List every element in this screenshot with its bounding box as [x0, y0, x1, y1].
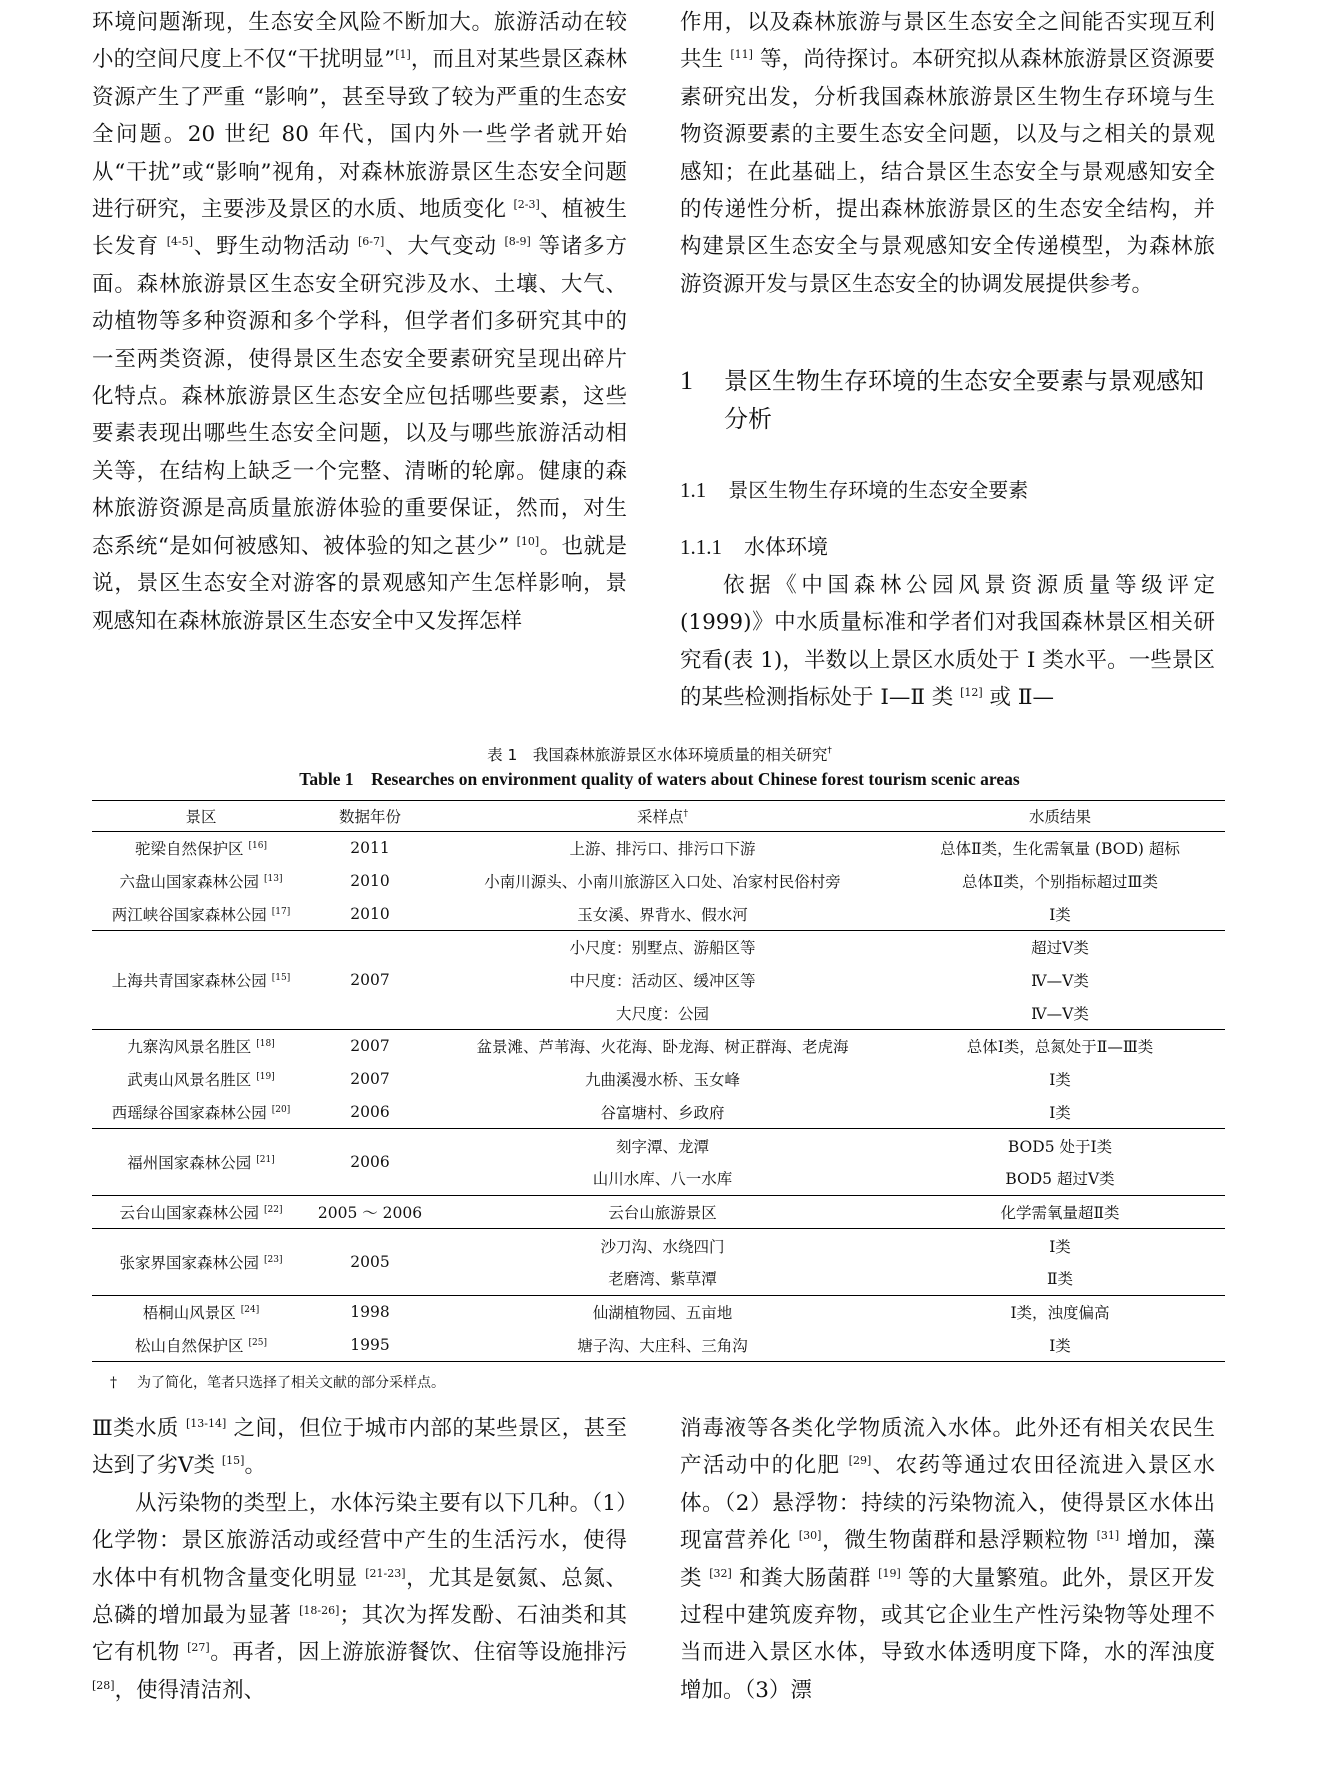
cell-result: Ⅳ—Ⅴ类: [1031, 972, 1089, 991]
table-caption-chinese: [0, 743, 1319, 765]
area-name: 西瑶绿谷国家森林公园: [111, 1103, 267, 1122]
paragraph: [92, 4, 627, 640]
cell-site: 玉女溪、界背水、假水河: [430, 897, 895, 930]
text-run: 、植被生长发育: [92, 197, 627, 260]
table-footnote: [110, 1372, 445, 1392]
cell-site: 盆景滩、芦苇海、火花海、卧龙海、树正群海、老虎海: [476, 1038, 849, 1057]
cell-year: 2007: [350, 1037, 390, 1056]
section-title: 景区生物生存环境的生态安全要素与景观感知分析: [724, 367, 1204, 433]
citation: [22]: [263, 1204, 283, 1215]
text-run: 、大气变动: [384, 234, 505, 260]
citation: [21]: [256, 1154, 275, 1165]
cell-year: 1998: [350, 1302, 390, 1321]
text-run: Ⅲ类水质: [92, 1416, 186, 1441]
citation: [28]: [92, 1678, 115, 1692]
dagger-mark: †: [683, 809, 688, 819]
cell-site: 上游、排污口、排污口下游: [569, 840, 756, 859]
cell-area: [92, 1195, 310, 1229]
cell-site: 大尺度：公园: [430, 996, 895, 1029]
citation: [20]: [271, 1104, 291, 1115]
citation: [29]: [848, 1454, 872, 1468]
table-footnote-text: 为了简化，笔者只选择了相关文献的部分采样点。: [137, 1375, 445, 1391]
paragraph: [680, 4, 1215, 303]
cell-result: Ⅳ—Ⅴ类: [895, 996, 1225, 1029]
text-run: 。: [244, 1453, 266, 1479]
body-text-column-top-left: [92, 4, 627, 640]
text-run: ，使得清洁剂、: [114, 1677, 266, 1703]
cell-area: [92, 1063, 310, 1096]
cell-site: 沙刀沟、水绕四门: [600, 1237, 725, 1256]
header-site-text: 采样点: [636, 808, 684, 826]
area-name: 梧桐山风景区: [142, 1303, 236, 1322]
paragraph: [680, 1410, 1215, 1709]
text-run: ；其次为挥发酚、石油类和其它有机物: [92, 1603, 627, 1666]
text-run: 、野生动物活动: [193, 234, 358, 260]
cell-year: 2010: [310, 897, 430, 930]
table-row: [92, 1295, 1225, 1328]
cell-result: 总体Ⅰ类，总氮处于Ⅱ—Ⅲ类: [966, 1038, 1154, 1057]
cell-year: 2011: [350, 839, 390, 858]
text-run: 依据《中国森林公园风景资源质量等级评定 (1999)》中水质量标准和学者们对我国森林景区相关研究看(表 1)，半数以上景区水质处于 Ⅰ 类水平。一些景区的某些检测指标处于 Ⅰ—Ⅱ 类: [680, 573, 1215, 711]
section-heading: [680, 362, 1225, 438]
paragraph: [92, 1485, 627, 1709]
citation: [19]: [256, 1072, 275, 1083]
text-run: 、农药等通过农田径流进入景区水体。（2）悬浮物：持续的污染物流入，使得景区水体出现富营养化: [680, 1453, 1215, 1554]
area-name: 武夷山风景名胜区: [127, 1071, 252, 1090]
cell-result: Ⅰ类: [895, 1328, 1225, 1361]
citation: [19]: [878, 1566, 901, 1580]
area-name: 福州国家森林公园: [127, 1153, 252, 1172]
table-row: [92, 1229, 1225, 1262]
cell-result: Ⅰ类: [1049, 1071, 1071, 1090]
subsubsection-heading: [680, 531, 828, 561]
cell-area: [92, 1229, 310, 1295]
area-name: 张家界国家森林公园: [119, 1253, 260, 1272]
subsection-heading: [680, 474, 1028, 503]
citation: [13]: [263, 874, 283, 885]
citation: [8-9]: [504, 235, 531, 249]
area-name: 驼梁自然保护区: [135, 840, 244, 859]
subsection-title: 景区生物生存环境的生态安全要素: [728, 478, 1029, 502]
cell-site: 小南川源头、小南川旅游区入口处、冶家村民俗村旁: [484, 873, 841, 892]
table-row: [92, 1030, 1225, 1063]
subsubsection-title: 水体环境: [744, 535, 828, 559]
cell-site: 山川水库、八一水库: [430, 1162, 895, 1195]
table-row: [92, 1096, 1225, 1129]
citation: [10]: [516, 534, 540, 548]
area-name: 六盘山国家森林公园: [119, 873, 260, 892]
cell-site: 谷富塘村、乡政府: [430, 1096, 895, 1129]
table-header-row: [92, 801, 1225, 832]
cell-site: 中尺度：活动区、缓冲区等: [569, 972, 756, 991]
cell-site: 仙湖植物园、五亩地: [592, 1303, 733, 1322]
body-text-column-bottom-left: [92, 1410, 627, 1709]
text-run: 等的大量繁殖。此外，景区开发过程中建筑废弃物，或其它企业生产性污染物等处理不当而进入景区水体，导致水体透明度下降，水的浑浊度增加。（3）漂: [680, 1565, 1215, 1703]
text-run: ，而且对某些景区森林资源产生了严重 “影响”，甚至导致了较为严重的生态安全问题。20 世纪 80 年代，国内外一些学者就开始从“干扰”或“影响”视角，对森林旅游景区生态安全问题进行研究，主要涉及景区的水质、地质变化: [92, 47, 627, 223]
cell-site: 塘子沟、大庄科、三角沟: [430, 1328, 895, 1361]
cell-area: [92, 832, 310, 865]
text-run: 。也就是说，景区生态安全对游客的景观感知产生怎样影响，景观感知在森林旅游景区生态安全中又发挥怎样: [92, 533, 627, 634]
text-run: 增加，藻类: [680, 1528, 1215, 1591]
table-caption-english: Table 1 Researches on environment quality of waters about Chinese forest tourism scenic areas: [299, 769, 1020, 789]
table-row: [92, 865, 1225, 898]
citation: [23]: [263, 1254, 283, 1265]
cell-year: 2005 ～ 2006: [310, 1195, 430, 1229]
cell-year: 2005: [310, 1229, 430, 1295]
header-area: 景区: [92, 801, 310, 832]
table-row: [92, 931, 1225, 964]
body-text-column-top-right: [680, 4, 1215, 303]
citation: [6-7]: [357, 235, 385, 249]
cell-result: Ⅰ类: [895, 897, 1225, 930]
citation: [16]: [248, 841, 267, 852]
body-text-column-top-right-continued: [680, 567, 1215, 717]
text-run: ，尤其是氨氮、总氮、总磷的增加最为显著: [92, 1565, 627, 1629]
cell-result: Ⅰ类: [1049, 1237, 1071, 1256]
cell-result: 总体Ⅱ类，生化需氧量 (BOD) 超标: [940, 840, 1180, 859]
citation: [24]: [240, 1304, 260, 1315]
cell-area: [92, 1295, 310, 1328]
citation: [17]: [271, 906, 291, 917]
cell-result: 化学需氧量超Ⅱ类: [895, 1195, 1225, 1229]
citation: [30]: [798, 1529, 822, 1543]
header-result: 水质结果: [895, 801, 1225, 832]
text-run: 和粪大肠菌群: [731, 1565, 879, 1591]
text-run: 消毒液等各类化学物质流入水体。此外还有相关农民生产活动中的化肥: [680, 1416, 1215, 1479]
cell-year: 2006: [310, 1129, 430, 1195]
citation: [4-5]: [166, 235, 194, 249]
text-run: 等诸多方面。森林旅游景区生态安全研究涉及水、土壤、大气、动植物等多种资源和多个学科，但学者们多研究其中的一至两类资源，使得景区生态安全要素研究呈现出碎片化特点。森林旅游景区生态安全应包括哪些要素，这些要素表现出哪些生态安全问题，以及与哪些旅游活动相关等，在结构上缺乏一个完整、清晰的轮廓。健康的森林旅游资源是高质量旅游体验的重要保证，然而，对生态系统“是如何被感知、被体验的知之甚少”: [92, 234, 628, 559]
cell-area: [92, 931, 310, 1030]
table-row: [92, 1195, 1225, 1229]
text-run: 等，尚待探讨。本研究拟从森林旅游景区资源要素研究出发，分析我国森林旅游景区生物生存环境与生物资源要素的主要生态安全问题，以及与之相关的景观感知；在此基础上，结合景区生态安全与景观感知安全的传递性分析，提出森林旅游景区的生态安全结构，并构建景区生态安全与景观感知安全传递模型，为森林旅游资源开发与景区生态安全的协调发展提供参考。: [680, 47, 1215, 297]
table-row: [92, 832, 1225, 865]
citation: [27]: [187, 1641, 210, 1655]
table-row: [92, 897, 1225, 930]
citation: [18-26]: [299, 1604, 340, 1618]
citation: [25]: [248, 1337, 267, 1348]
cell-area: [92, 1328, 310, 1361]
section-number: 1: [680, 366, 693, 395]
cell-site: 云台山旅游景区: [430, 1195, 895, 1229]
dagger-mark: †: [827, 746, 832, 756]
text-run: 环境问题渐现，生态安全风险不断加大。旅游活动在较小的空间尺度上不仅“干扰明显”: [92, 10, 627, 73]
cell-year: 2007: [350, 1070, 390, 1089]
table-caption-chinese-text: 表 1 我国森林旅游景区水体环境质量的相关研究: [487, 746, 828, 764]
citation: [2-3]: [513, 198, 540, 212]
text-run: 作用，以及森林旅游与景区生态安全之间能否实现互利共生: [680, 10, 1215, 73]
citation: [11]: [730, 48, 753, 62]
cell-result: BOD5 处于Ⅰ类: [1007, 1137, 1113, 1156]
cell-area: [92, 1129, 310, 1195]
area-name: 九寨沟风景名胜区: [127, 1038, 252, 1057]
cell-site: 小尺度：别墅点、游船区等: [569, 939, 756, 958]
citation: [1]: [395, 48, 411, 62]
citation: [15]: [221, 1454, 245, 1468]
cell-year: 2007: [310, 931, 430, 1030]
citation: [21-23]: [365, 1566, 406, 1580]
subsubsection-number: 1.1.1: [680, 535, 722, 559]
body-text-column-bottom-right: [680, 1410, 1215, 1709]
header-site: [430, 801, 895, 832]
citation: [15]: [271, 973, 291, 984]
text-run: 或 Ⅱ—: [982, 685, 1055, 711]
table-row: [92, 1328, 1225, 1361]
citation: [18]: [256, 1039, 275, 1050]
water-quality-table: [92, 800, 1225, 1362]
text-run: 之间，但位于城市内部的某些景区，甚至达到了劣Ⅴ类: [92, 1416, 627, 1479]
header-year: 数据年份: [310, 801, 430, 832]
cell-result: 总体Ⅱ类，个别指标超过Ⅲ类: [962, 873, 1158, 892]
subsection-number: 1.1: [680, 478, 707, 502]
cell-result: Ⅱ类: [895, 1262, 1225, 1295]
cell-result: Ⅰ类，浊度偏高: [1010, 1303, 1110, 1322]
dagger-mark: †: [110, 1375, 117, 1391]
citation: [13-14]: [185, 1417, 227, 1430]
area-name: 云台山国家森林公园: [119, 1203, 260, 1222]
citation: [32]: [709, 1566, 732, 1580]
cell-site: 老磨湾、紫草潭: [430, 1262, 895, 1295]
area-name: 上海共青国家森林公园: [111, 972, 267, 991]
area-name: 两江峡谷国家森林公园: [111, 905, 267, 924]
area-name: 松山自然保护区: [135, 1336, 244, 1355]
text-run: 从污染物的类型上，水体污染主要有以下几种。（1）化学物：景区旅游活动或经营中产生的生活污水，使得水体中有机物含量变化明显: [92, 1490, 627, 1591]
cell-result: 超过Ⅴ类: [1031, 939, 1089, 958]
table-row: [92, 1129, 1225, 1162]
cell-site: 刻字潭、龙潭: [615, 1137, 709, 1156]
cell-year: 1995: [310, 1328, 430, 1361]
paragraph: [680, 567, 1215, 717]
citation: [31]: [1096, 1529, 1120, 1543]
citation: [12]: [960, 686, 983, 700]
cell-area: [92, 897, 310, 930]
cell-area: [92, 865, 310, 898]
cell-area: [92, 1096, 310, 1129]
paragraph: [92, 1410, 627, 1485]
cell-site: 九曲溪漫水桥、玉女峰: [584, 1071, 740, 1090]
cell-year: 2006: [310, 1096, 430, 1129]
table-row: [92, 1063, 1225, 1096]
text-run: 。再者，因上游旅游餐饮、住宿等设施排污: [209, 1640, 627, 1666]
text-run: ，微生物菌群和悬浮颗粒物: [821, 1528, 1097, 1554]
cell-year: 2010: [350, 872, 390, 891]
cell-result: BOD5 超过Ⅴ类: [895, 1162, 1225, 1195]
cell-result: Ⅰ类: [895, 1096, 1225, 1129]
cell-area: [92, 1030, 310, 1063]
